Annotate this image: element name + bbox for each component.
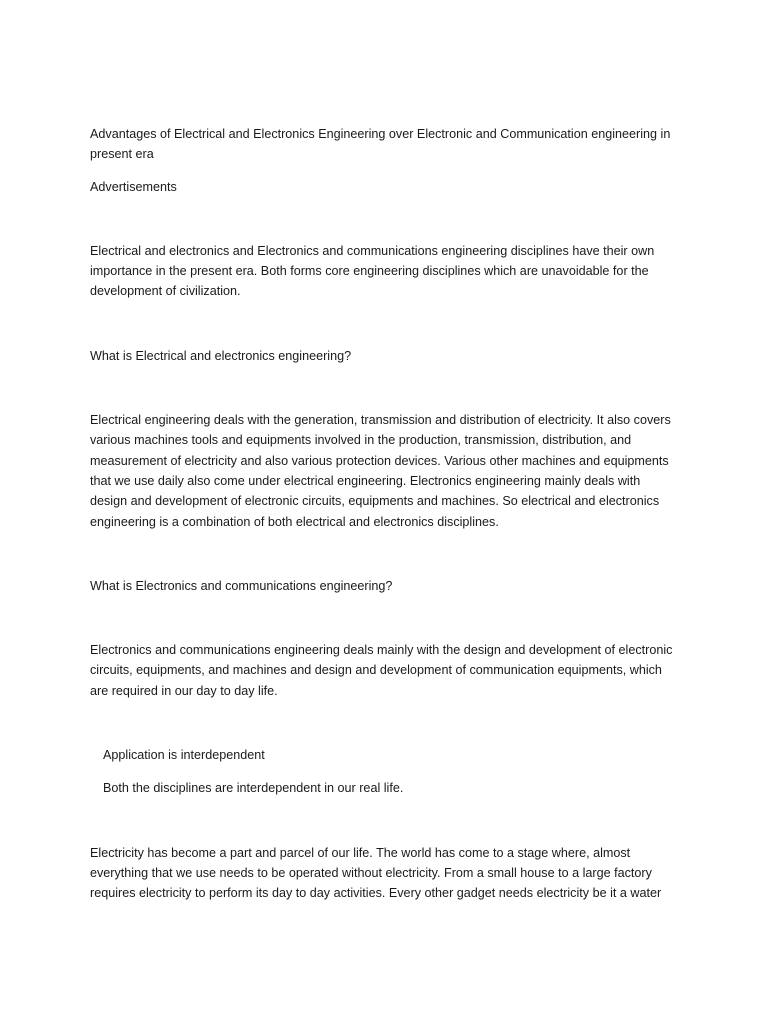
advertisements-label: Advertisements xyxy=(90,179,177,194)
document-title: Advantages of Electrical and Electronics Engineering over Electronic and Communication engineering in present era xyxy=(90,127,671,162)
sub-text: Both the disciplines are interdependent in our real life. xyxy=(103,781,404,796)
closing-paragraph: Electricity has become a part and parcel of our life. The world has come to a stage where, almost everything that we use needs to be operated without electricity. From a small house to a large factory requires electricity to perform its day to day activities. Every other gadget needs electricity be it a water xyxy=(90,845,662,901)
answer-electronics-communications: Electronics and communications engineering deals mainly with the design and development of electronic circuits, equipments, and machines and design and development of communication equipments, which are required in our day to day life. xyxy=(90,643,673,698)
question-electronics-communications: What is Electronics and communications engineering? xyxy=(90,578,393,593)
document-body xyxy=(90,124,680,904)
answer-electrical-electronics: Electrical engineering deals with the generation, transmission and distribution of electricity. It also covers various machines tools and equipments involved in the production, transmission, distribution, and measurement of electricity and also various protection devices. Various other machines and equipments that we use daily also come under electrical engineering. Electronics engineering mainly deals with design and development of electronic circuits, equipments and machines. So electrical and electronics engineering is a combination of both electrical and electronics disciplines. xyxy=(90,413,671,529)
question-electrical-electronics: What is Electrical and electronics engineering? xyxy=(90,348,352,363)
intro-paragraph: Electrical and electronics and Electronics and communications engineering disciplines have their own importance in the present era. Both forms core engineering disciplines which are unavoidable for the development of civilization. xyxy=(90,243,655,299)
sub-heading: Application is interdependent xyxy=(103,748,265,763)
